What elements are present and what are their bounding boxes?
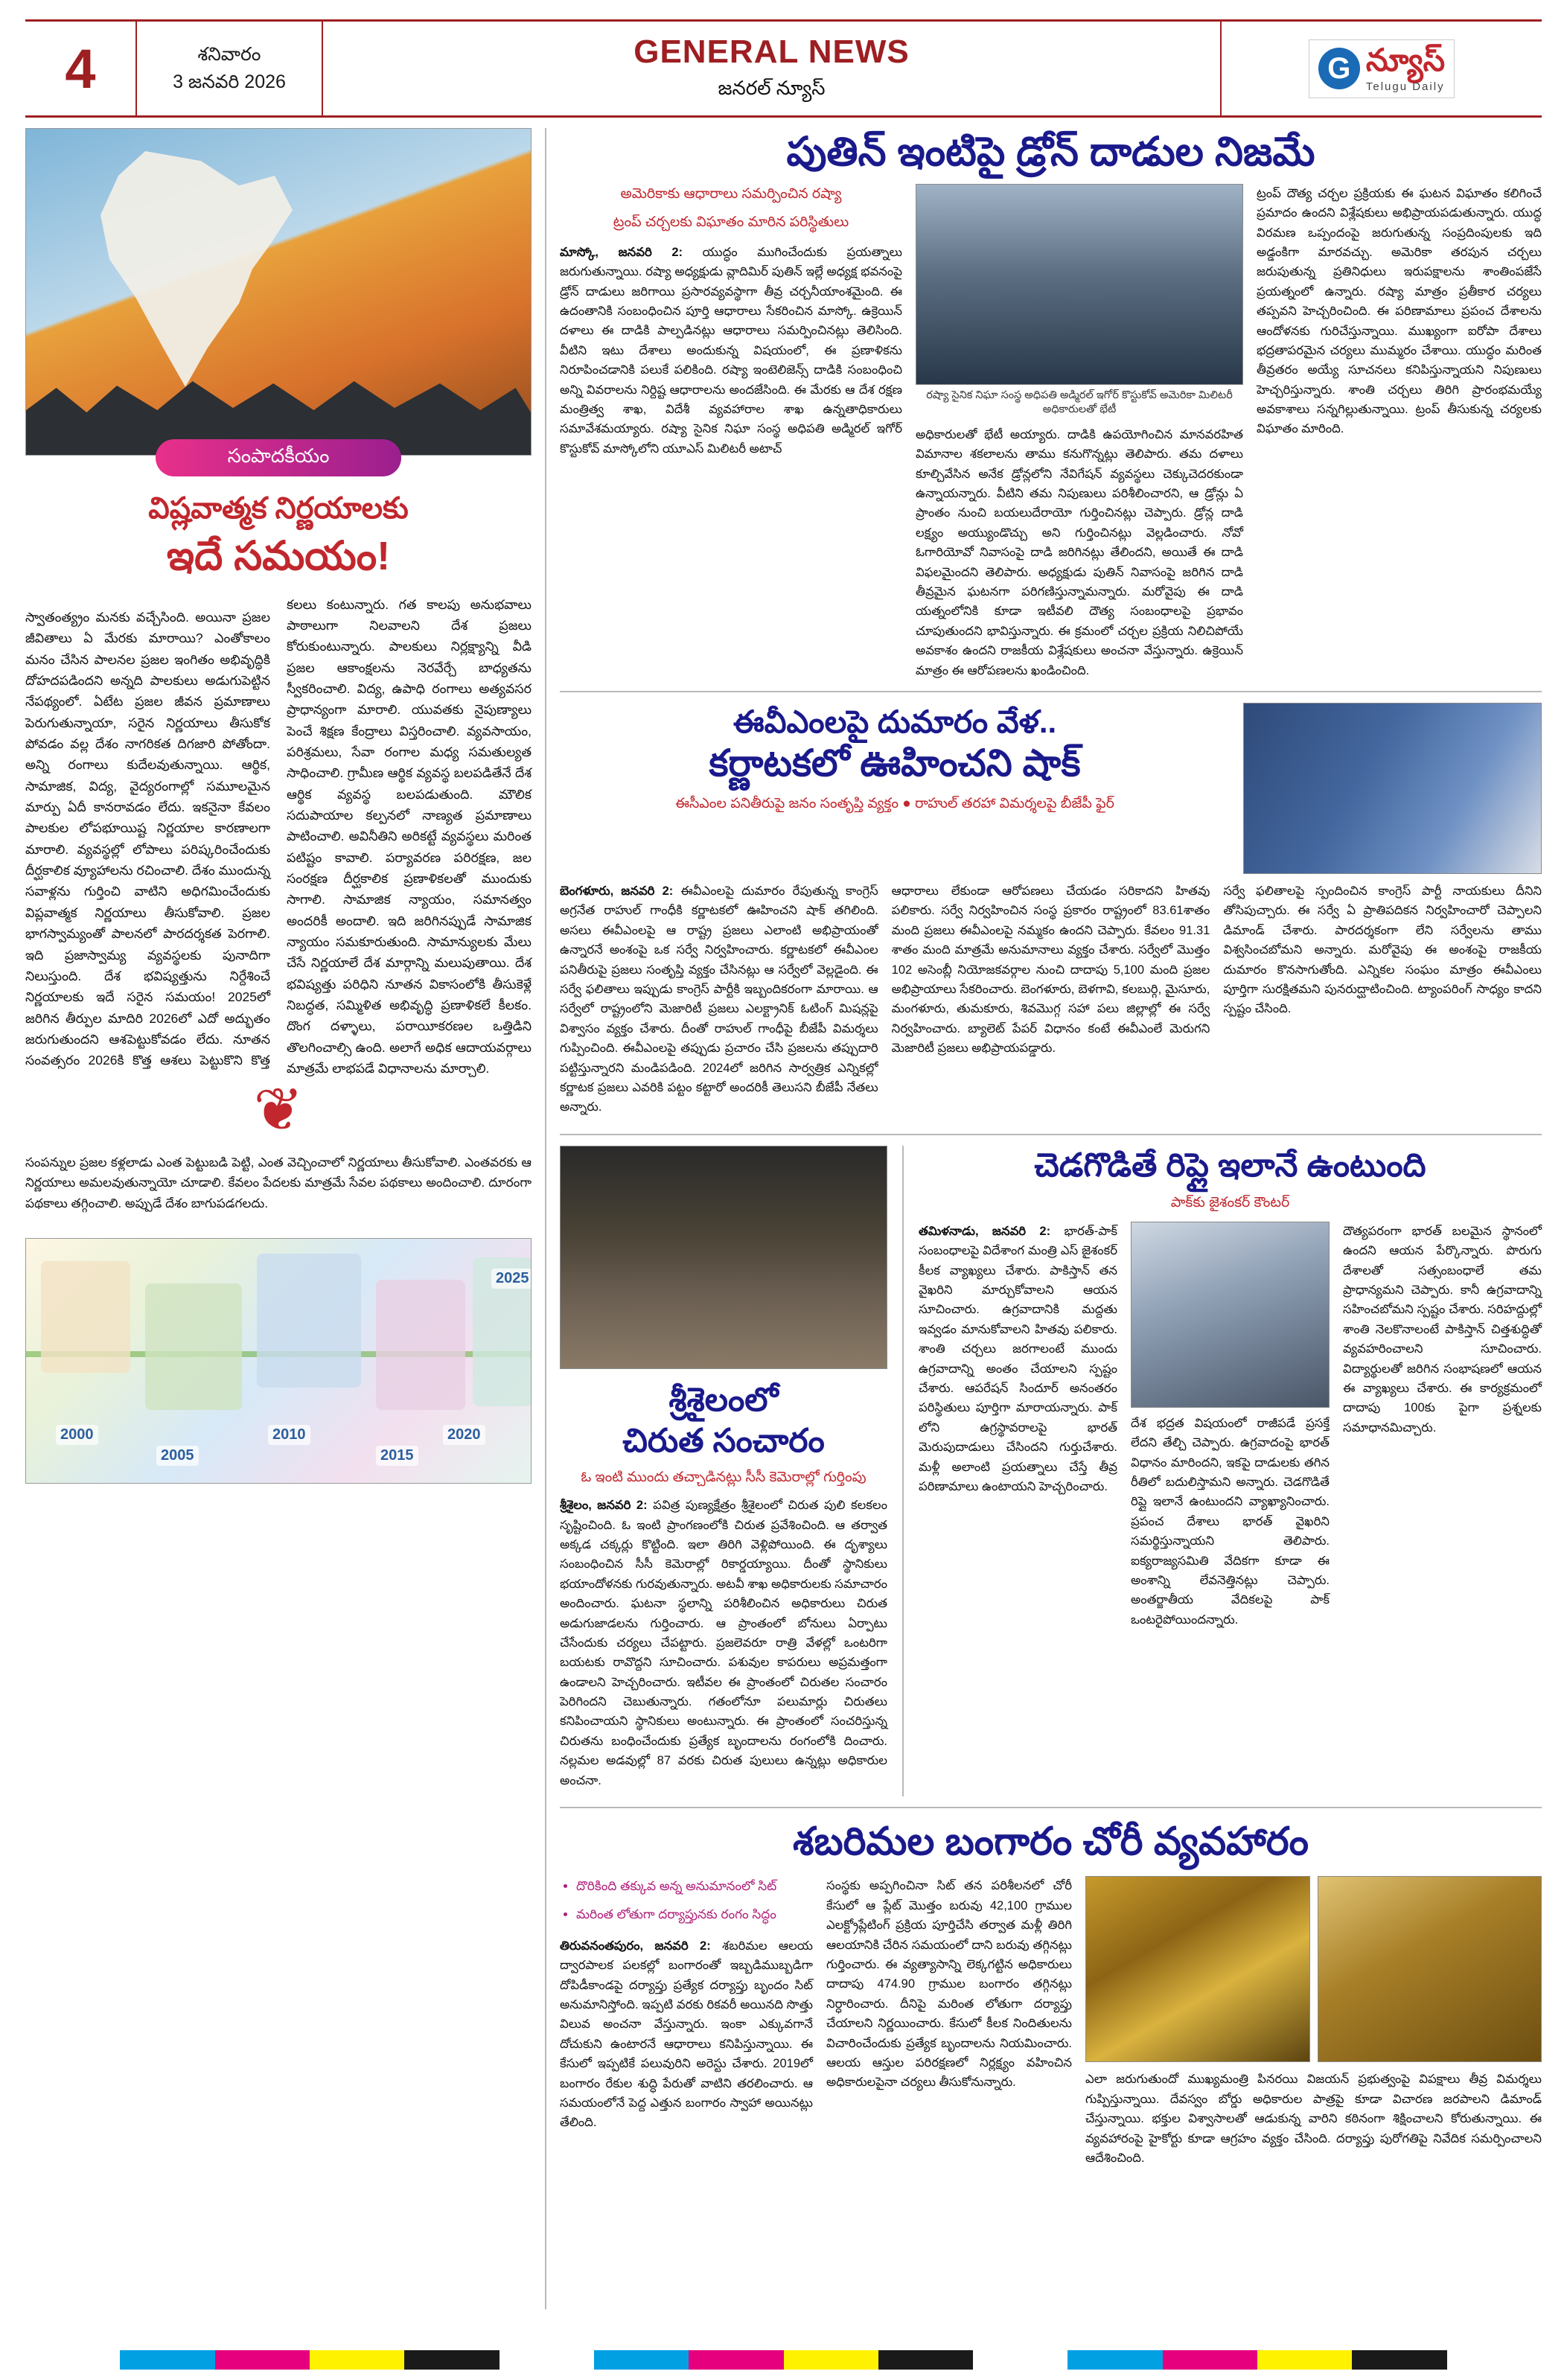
evm-col3-text: సర్వే ఫలితాలపై స్పందించిన కాంగ్రెస్ పార్టీ నాయకులు దీనిని తోసిపుచ్చారు. ఈ సర్వే ఏ ప్రాతిపదికన నిర్వహించారో చెప్పాలని డిమాండ్ చేశారు. పారదర్శకంగా లేని సర్వేలను తాము విశ్వసించబోమని అన్నారు. మరోవైపు ఈ అంశంపై రాజకీయ దుమారం కొనసాగుతోంది. ఎన్నికల సంఘం మాత్రం ఈవీఎంలు పూర్తిగా సురక్షితమని పునరుద్ఘాటించింది. ట్యాంపరింగ్ సాధ్యం కాదని స్పష్టం చేసింది. xyxy=(1223,884,1542,1016)
section-title-en: GENERAL NEWS xyxy=(633,33,910,70)
lead-col-3 xyxy=(1257,184,1542,680)
logo-box xyxy=(1309,39,1455,98)
sabarimala-dateline: తిరువనంతపురం, జనవరి 2: xyxy=(560,1939,711,1953)
evm-story xyxy=(560,703,1542,1123)
editorial-column xyxy=(25,128,546,2309)
evm-top xyxy=(560,703,1542,874)
section-title-te: జనరల్ న్యూస్ xyxy=(718,76,826,99)
jaishankar-headline: చెడగొడితే రిప్లై ఇలానే ఉంటుంది xyxy=(1034,1146,1426,1184)
sabarimala-story xyxy=(560,1819,1542,2168)
timeline-illustration xyxy=(25,1238,532,1484)
divider xyxy=(560,1807,1542,1808)
jaishankar-dateline: తమిళనాడు, జనవరి 2: xyxy=(919,1224,1051,1238)
india-map-shape xyxy=(78,151,301,397)
logo-g-icon: G xyxy=(1318,48,1360,89)
lead-headline: పుతిన్ ఇంటిపై డ్రోన్ దాడుల నిజమే xyxy=(786,130,1315,174)
sabarimala-photos xyxy=(1085,1876,1542,2062)
crowd-silhouette xyxy=(26,343,531,455)
leopard-body xyxy=(560,1496,887,1790)
jaishankar-col1-body: భారత్-పాక్ సంబంధాలపై విదేశాంగ మంత్రి ఎస్ జైశంకర్ కీలక వ్యాఖ్యలు చేశారు. పాకిస్తాన్ తన వైఖరిని మార్చుకోవాలని ఆయన సూచించారు. ఉగ్రవాదానికి మద్దతు ఇవ్వడం మానుకోవాలని హితవు పలికారు. శాంతి చర్చలు జరగాలంటే ముందు ఉగ్రవాదాన్ని అంతం చేయాలని స్పష్టం చేశారు. ఆపరేషన్ సిందూర్ అనంతరం పరిస్థితులు పూర్తిగా మారాయన్నారు. పాక్ లోని ఉగ్రస్థావరాలపై భారత్ మెరుపుదాడులు చేసిందని గుర్తుచేశారు. మళ్లీ అలాంటి ప్రయత్నాలు చేస్తే తీవ్ర పరిణామాలు ఉంటాయని హెచ్చరించారు. xyxy=(919,1224,1117,1493)
sabarimala-columns xyxy=(560,1876,1542,2168)
sabarimala-bullets-col xyxy=(560,1876,813,2168)
divider xyxy=(560,1134,1542,1135)
lead-col1-body: యుద్ధం ముగించేందుకు ప్రయత్నాలు జరుగుతున్నాయి. రష్యా అధ్యక్షుడు వ్లాదిమిర్ పుతిన్ ఇల్లే అధ్యక్ష భవనంపై డ్రోన్ దాడులు జరిగాయి ప్రసారవ్యవస్థాగా తీవ్ర చర్చనీయాంశమైంది. ఈ ఉదంతానికి సంబంధించిన పూర్తి ఆధారాలు సేకరించిన మాస్కో. ఉక్రెయిన్ దళాలు ఈ దాడికి పాల్పడినట్లు ఆధారాలు సమర్పించినట్లు తెలిసింది. వీటిని ఇటు దేశాలు అందుకున్న విషయంలో, ఈ ప్రణాళికను నిరూపించడానికి పలుకే పలికింది. రష్యా ఇంటెలిజెన్స్ దాడికి సంబంధించి అన్ని వివరాలను నిర్దిష్ట ఆధారాలను అందజేసింది. ఈ మేరకు ఆ దేశ రక్షణ మంత్రిత్వ శాఖ, విదేశీ వ్యవహారాల శాఖ ఉన్నతాధికారులు సమావేశమయ్యారు. రష్యా సైనిక నిఘా సంస్థ అధిపతి అడ్మిరల్ ఇగోర్ కొస్టుకోవ్ మాస్కోలోని యూఎస్ మిలిటరీ అటాచ్ xyxy=(560,245,902,456)
lead-subhead-1: అమెరికాకు ఆధారాలు సమర్పించిన రష్యా xyxy=(620,185,842,202)
newspaper-logo xyxy=(1222,22,1542,115)
lead-subhead-2: ట్రంప్ చర్చలకు విఘాతం మారిన పరిస్థితులు xyxy=(613,214,849,231)
evm-headline-block xyxy=(560,703,1230,874)
lead-dateline: మాస్కో, జనవరి 2: xyxy=(560,245,683,259)
date-label: 3 జనవరి 2026 xyxy=(173,71,286,92)
lead-photo-caption: రష్యా సైనిక నిఘా సంస్థ అధిపతి అడ్మిరల్ ఇగోర్ కొస్టుకోవ్ అమెరికా మిలిటరీ అధికారులతో భేటీ xyxy=(926,389,1233,416)
sabarimala-col-3 xyxy=(1085,1876,1542,2168)
mid-row xyxy=(560,1146,1542,1796)
jaishankar-story xyxy=(902,1146,1542,1796)
editorial-body xyxy=(25,594,532,1082)
timeline-panel xyxy=(376,1280,465,1410)
timeline-panel xyxy=(41,1261,130,1373)
editorial-headline-line1: విష్లవాత్మక నిర్ణయాలకు xyxy=(148,492,409,525)
timeline-year: 2010 xyxy=(268,1425,310,1445)
evm-col2-text: ఆధారాలు లేకుండా ఆరోపణలు చేయడం సరికాదని హితవు పలికారు. సర్వే నిర్వహించిన సంస్థ ప్రకారం రాష్ట్రంలో 83.61శాతం మంది ప్రజలు ఈవీఎంలపై నమ్మకం ఉందని చెప్పారు. కేవలం 91.31 శాతం మంది మాత్రమే అనుమానాలు వ్యక్తం చేశారు. సర్వేలో మొత్తం 102 అసెంబ్లీ నియోజకవర్గాల నుంచి దాదాపు 5,100 మంది ప్రజల అభిప్రాయాలు సేకరించారు. బెంగళూరు, బెళగావి, కలబుర్గి, మైసూరు, మంగళూరు, తుమకూరు, శివమొగ్గ సహా పలు జిల్లాల్లో ఈ సర్వే నిర్వహించారు. బ్యాలెట్ పేపర్ విధానం కంటే ఈవీఎంలే మెరుగని మెజారిటీ ప్రజలు అభిప్రాయపడ్డారు. xyxy=(891,884,1210,1056)
editorial-headline xyxy=(25,490,532,582)
sabarimala-headline: శబరిమల బంగారం చోరీ వ్యవహారం xyxy=(793,1820,1309,1864)
leopard-headline-line1: శ్రీశైలంలో xyxy=(668,1381,779,1418)
logo-subtitle: Telugu Daily xyxy=(1365,80,1445,93)
page-content xyxy=(25,128,1542,2309)
editorial-banner: సంపాదకీయం xyxy=(156,439,401,476)
editorial-paragraph-tail: సంపన్నుల ప్రజల కళ్లలాడు ఎంత పెట్టుబడి పెట్టి, ఎంత వెచ్చించాలో నిర్ణయాలు తీసుకోవాలి. ఎంతవరకు ఆ నిర్ణయాలు అమలవుతున్నాయో చూడాలి. కేవలం పేదలకు మాత్రమే సేవల పథకాలు అందించాలి. దూరంగా పథకాలు తగ్గించాలి. అప్పుడే దేశం బాగుపడగలదు. xyxy=(25,1155,532,1210)
lead-col2-text: అధికారులతో భేటీ అయ్యారు. దాడికి ఉపయోగించిన మానవరహిత విమానాల శకలాలను తాము కనుగొన్నట్లు తెలిపారు. తమ దళాలు కూల్చివేసిన అనేక డ్రోన్లలోని నేవిగేషన్ వ్యవస్థలు చెక్కుచెదరకుండా ఉన్నాయన్నారు. వీటిని తమ నిపుణులు పరిశీలించారని, ఆ డ్రోన్లు ఏ ప్రాంతం నుంచి బయలుదేరాయో గుర్తించినట్లు చెప్పారు. డ్రోన్ల దాడి లక్ష్యం అయ్యుండొచ్చు అని గుర్తించినట్లు వెల్లడించారు. నోవో ఓగారియోవో నివాసంపై దాడి జరిగినట్లు తేలిందని, అయితే ఈ దాడి విఫలమైందని తెలిపారు. అధ్యక్షుడు పుతిన్ నివాసంపై జరిగిన దాడి తీవ్రమైన ఘటనగా పరిగణిస్తున్నామన్నారు. మరోవైపు ఈ దాడి యత్నంలోనికి కూడా ఇటీవలి దౌత్య సంబంధాలపై ప్రభావం చూపుతుందని భావిస్తున్నారు. ఈ క్రమంలో చర్చల ప్రక్రియ నిలిచిపోయే అవకాశం ఉందని రాజకీయ విశ్లేషకులు అంచనా వేస్తున్నారు. ఉక్రెయిన్ మాత్రం ఈ ఆరోపణలను ఖండించింది. xyxy=(916,427,1243,677)
timeline-year: 2015 xyxy=(376,1446,418,1466)
jaishankar-subhead: పాక్‌కు జైశంకర్ కౌంటర్ xyxy=(1170,1195,1290,1211)
evm-dateline: బెంగళూరు, జనవరి 2: xyxy=(560,884,674,898)
timeline-panel xyxy=(257,1254,361,1388)
jaishankar-col1-text xyxy=(919,1222,1117,1496)
sabarimala-col1-text xyxy=(560,1936,813,2133)
date-block xyxy=(137,22,323,115)
sabarimala-devotee-photo xyxy=(1318,1876,1542,2062)
leopard-dateline: శ్రీశైలం, జనవరి 2: xyxy=(560,1499,648,1513)
evm-col1-text xyxy=(560,881,878,1117)
divider xyxy=(560,691,1542,692)
evm-headline-line2: కర్ణాటకలో ఊహించని షాక్ xyxy=(709,742,1081,785)
sabarimala-col2-text: సంస్థకు అప్పగించినా సిట్ తన పరిశీలనలో చోరీ కేసులో ఆ ప్లేట్ మొత్తం బరువు 42,100 గ్రాముల ఎలక్ట్రోప్లేటింగ్ ప్రక్రియ పూర్తిచేసి తర్వాత మళ్లీ తిరిగి ఆలయానికి చేరిన సమయంలో దాని బరువు తగ్గినట్లు గుర్తించారు. ఈ వ్యత్యాసాన్ని లెక్కగట్టిన అధికారులు దాదాపు 474.90 గ్రాముల బంగారం తగ్గినట్లు నిర్ధారించారు. దీనిపై మరింత లోతుగా దర్యాప్తు చేయాలని నిర్ణయించారు. కేసులో కీలక నిందితులను విచారించేందుకు ప్రత్యేక బృందాలను నియమించారు. ఆలయ ఆస్తుల పరిరక్షణలో నిర్లక్ష్యం వహించిన అధికారులపైనా చర్యలు తీసుకోనున్నారు. xyxy=(826,1879,1072,2090)
lead-story xyxy=(560,128,1542,680)
logo-words xyxy=(1365,42,1446,93)
quote-ornament: ❦ xyxy=(253,1076,304,1143)
day-label: శనివారం xyxy=(197,43,261,65)
lead-photo xyxy=(916,184,1243,385)
masthead xyxy=(25,19,1542,118)
jaishankar-col3-text: దౌత్యపరంగా భారత్ బలమైన స్థానంలో ఉందని ఆయన పేర్కొన్నారు. పొరుగు దేశాలతో సత్సంబంధాలే తమ ప్రాధాన్యమని చెప్పారు. కానీ ఉగ్రవాదాన్ని సహించబోమని స్పష్టం చేశారు. సరిహద్దుల్లో శాంతి నెలకొనాలంటే పాకిస్తాన్ చిత్తశుద్ధితో వ్యవహరించాలని సూచించారు. విద్యార్థులతో జరిగిన సంభాషణలో ఆయన ఈ వ్యాఖ్యలు చేశారు. ఈ కార్యక్రమంలో దాదాపు 100కు పైగా ప్రశ్నలకు సమాధానమిచ్చారు. xyxy=(1343,1224,1542,1435)
timeline-year: 2025 xyxy=(491,1269,532,1289)
lead-col1-text xyxy=(560,243,902,459)
jaishankar-photo xyxy=(1131,1222,1330,1408)
jaishankar-columns xyxy=(919,1222,1542,1630)
evm-col-2 xyxy=(892,881,1210,1123)
timeline-year: 2020 xyxy=(443,1425,485,1445)
evm-headline-line1: ఈవీఎంలపై దుమారం వేళ.. xyxy=(733,704,1057,739)
section-title xyxy=(323,22,1222,115)
evm-photo xyxy=(1243,703,1542,874)
leopard-story xyxy=(560,1146,887,1796)
main-column xyxy=(546,128,1542,2309)
editorial-body-tail-wrap xyxy=(25,1140,532,1227)
timeline-year: 2005 xyxy=(156,1446,199,1466)
sabarimala-col-2 xyxy=(826,1876,1072,2168)
evm-photo-wrap xyxy=(1243,703,1542,874)
jaishankar-col2-text: దేశ భద్రత విషయంలో రాజీపడే ప్రసక్తే లేదని తేల్చి చెప్పారు. ఉగ్రవాదంపై భారత్ విధానం మారిందని, ఇకపై దాడులకు తగిన రీతిలో బదులిస్తామని అన్నారు. చెడగొడితే రిప్లై ఇలానే ఉంటుందని వ్యాఖ్యానించారు. ప్రపంచ దేశాలు భారత్ వైఖరిని సమర్థిస్తున్నాయని తెలిపారు. ఐక్యరాజ్యసమితి వేదికగా కూడా ఈ అంశాన్ని లేవనెత్తినట్లు చెప్పారు. అంతర్జాతీయ వేదికలపై పాక్ ఒంటరైపోయిందన్నారు. xyxy=(1131,1416,1330,1627)
evm-col-3 xyxy=(1223,881,1542,1123)
leopard-headline-line2: చిరుత సంచారం xyxy=(622,1422,825,1459)
evm-subhead: ఈసీఎంల పనితీరుపై జనం సంతృప్తి వ్యక్తం ● రాహుల్ తరహా విమర్శలపై బీజేపీ ఫైర్ xyxy=(675,796,1114,812)
timeline-panel xyxy=(145,1283,242,1410)
editorial-illustration xyxy=(25,128,532,456)
sabarimala-bullet-1: • దొరికింది తక్కువ అన్న అనుమానంలో సిట్ xyxy=(576,1876,813,1896)
editorial-headline-line2: ఇదే సమయం! xyxy=(166,534,391,578)
sabarimala-bullet-2: • మరింత లోతుగా దర్యాప్తునకు రంగం సిద్ధం xyxy=(576,1904,813,1924)
sabarimala-temple-photo xyxy=(1085,1876,1310,2062)
lead-col-1 xyxy=(560,184,902,680)
lead-col-2 xyxy=(916,184,1243,680)
page-number: 4 xyxy=(25,22,137,115)
jaishankar-col-1 xyxy=(919,1222,1117,1630)
jaishankar-col-2 xyxy=(1131,1222,1330,1630)
jaishankar-col-3 xyxy=(1343,1222,1542,1630)
sabarimala-col3-text: ఎలా జరుగుతుందో ముఖ్యమంత్రి పినరయి విజయన్ ప్రభుత్వంపై విపక్షాలు తీవ్ర విమర్శలు గుప్పిస్తున్నాయి. దేవస్వం బోర్డు అధికారుల పాత్రపై కూడా విచారణ జరపాలని డిమాండ్ చేస్తున్నాయి. భక్తుల విశ్వాసాలతో ఆడుకున్న వారిని కఠినంగా శిక్షించాలని కోరుతున్నాయి. ఈ వ్యవహారంపై హైకోర్టు కూడా ఆగ్రహం వ్యక్తం చేసింది. దర్యాప్తు పురోగతిపై నివేదిక సమర్పించాలని ఆదేశించింది. xyxy=(1085,2073,1542,2166)
sabarimala-col1-body: శబరిమల ఆలయ ద్వారపాలక పలకల్లో బంగారంతో ఇబ్బడిముబ్బడిగా దోపిడీకాండపై దర్యాప్తు ప్రత్యేక దర్యాప్తు బృందం సిట్ అనుమానిస్తోంది. ఇప్పటి వరకు రికవరీ అయినది సొత్తు విలువ అంచనా వేస్తున్నారు. ఇంకా ఎక్కువగానే దోచుకుని ఉంటారనే ఆధారాలు కనిపిస్తున్నాయి. ఈ కేసులో ఇప్పటికే పలువురిని అరెస్టు చేశారు. 2019లో బంగారం రేకుల శుద్ధి పేరుతో వాటిని తరలించారు. ఆ సమయంలోనే పెద్ద ఎత్తున బంగారం స్వాహా అయినట్లు తేలింది. xyxy=(560,1939,813,2130)
timeline-year: 2000 xyxy=(56,1425,98,1445)
evm-col1-body: ఈవీఎంలపై దుమారం రేపుతున్న కాంగ్రెస్ అగ్రనేత రాహుల్ గాంధీకి కర్ణాటకలో ఊహించని షాక్ తగిలింది. అసలు ఈవీఎంలపై ఆ రాష్ట్ర ప్రజలు ఎలాంటి అభిప్రాయంతో ఉన్నారనే అంశంపై ఒక సర్వే నిర్వహించారు. కర్ణాటకలో ఈవీఎంల పనితీరుపై ప్రజలు సంతృప్తి వ్యక్తం చేసినట్లు ఆ సర్వేలో వెల్లడైంది. ఈ సర్వే ఫలితాలు ఇప్పుడు కాంగ్రెస్ పార్టీకి ఇబ్బందికరంగా మారాయి. ఆ సర్వేలో రాష్ట్రంలోని మెజారిటీ ప్రజలు ఎలక్ట్రానిక్ ఓటింగ్ మిషన్లపై విశ్వాసం వ్యక్తం చేశారు. దీంతో రాహుల్ గాంధీపై బీజేపీ విమర్శలు గుప్పించింది. ఈవీఎంలపై తప్పుడు ప్రచారం చేసి ప్రజలను తప్పుదారి పట్టిస్తున్నారని మండిపడింది. 2024లో జరిగిన సార్వత్రిక ఎన్నికల్లో కర్ణాటక ప్రజలు ఎవరికి పట్టం కట్టారో అందరికీ తెలుసని బీజేపీ నేతలు అన్నారు. xyxy=(560,884,878,1114)
lead-col3-text: ట్రంప్ దౌత్య చర్చల ప్రక్రియకు ఈ ఘటన విఘాతం కలిగించే ప్రమాదం ఉందని విశ్లేషకులు అభిప్రాయపడుతున్నారు. యుద్ధ విరమణ ఒప్పందంపై జరుగుతున్న సంప్రదింపులకు ఇది అడ్డంకిగా మారవచ్చు. అమెరికా తరపున చర్చలు జరుపుతున్న ప్రతినిధులు ఇరుపక్షాలను శాంతింపజేసే ప్రయత్నంలో ఉన్నారు. రష్యా మాత్రం ప్రతీకార చర్యలు తప్పవని హెచ్చరించింది. ఈ పరిణామాలు ప్రపంచ దేశాలను ఆందోళనకు గురిచేస్తున్నాయి. ముఖ్యంగా ఐరోపా దేశాలు భద్రతాపరమైన చర్యలు ముమ్మరం చేశాయి. యుద్ధం మరింత తీవ్రతరం అయ్యే సూచనలు కనిపిస్తున్నాయని నిపుణులు హెచ్చరిస్తున్నారు. శాంతి చర్చలు తిరిగి ప్రారంభమయ్యే అవకాశాలు సన్నగిల్లుతున్నాయి. ట్రంప్ తీసుకున్న చర్యలకు విఘాతం మారింది. xyxy=(1257,186,1542,436)
sabarimala-bullets xyxy=(560,1876,813,1924)
editorial-paragraph: స్వాతంత్య్రం మనకు వచ్చేసింది. అయినా ప్రజల జీవితాలు ఏ మేరకు మారాయి? ఎంతోకాలం మనం చేసిన పాలనల ప్రజల ఇంగితం అభివృద్ధికి దోహదపడిందని అన్నది పాలకులు అడుగుపెట్టిన నేపథ్యంలో. ఏటేట ప్రజల జీవన ప్రమాణాలు పెరుగుతున్నాయా, సరైన నిర్ణయాలు తీసుకోక పోవడం వల్ల దేశం నాగరికత దిగజారి పోతోందా. అన్ని రంగాలు కుదేలవుతున్నాయి. ఆర్థిక, సామాజిక, విద్య, వైద్యరంగాల్లో సమూలమైన మార్పు ఏదీ కానరావడం లేదు. ఇకనైనా కేవలం పాలకుల లోపభూయిష్ట నిర్ణయాల కారణాలగా మారాలి. వ్యవస్థల్లో లోపాలు పరిష్కరించేందుకు దీర్ఘకాలిక వ్యూహాలను రచించాలి. దేశం ముందున్న సవాళ్లను గుర్తించి వాటిని అధిగమించేందుకు విప్లవాత్మక నిర్ణయాలు తీసుకోవాలి. ప్రజల భాగస్వామ్యంతో పాలనలో పారదర్శకత పెరగాలి. ఇది ప్రజాస్వామ్య వ్యవస్థలకు పునాదిగా నిలుస్తుంది. దేశ భవిష్యత్తును నిర్దేశించే నిర్ణయాలకు ఇదే సరైన సమయం! 2025లో జరిగిన తీర్పుల మాదిరి 2026లో ఎదో అద్భుతం జరుగుతుందని ఆశపెట్టుకోవడం లేదు. నూతన సంవత్సరం 2026కి కొత్త ఆశలు పెట్టుకొని కొత్త కలలు కంటున్నారు. గత కాలపు అనుభవాలు పాఠాలుగా నిలవాలని దేశ ప్రజలు కోరుకుంటున్నారు. పాలకులు నిర్లక్ష్యాన్ని వీడి ప్రజల ఆకాంక్షలను నెరవేర్చే బాధ్యతను స్వీకరించాలి. విద్య, ఉపాధి రంగాలు అత్యవసర ప్రాధాన్యంగా మారాలి. యువతకు నైపుణ్యాలు పెంచే శిక్షణ కేంద్రాలు విస్తరించాలి. వ్యవసాయం, పరిశ్రమలు, సేవా రంగాల మధ్య సమతుల్యత సాధించాలి. గ్రామీణ ఆర్థిక వ్యవస్థ బలపడితేనే దేశ ఆర్థిక వ్యవస్థ బలపడుతుంది. మౌలిక సదుపాయాల కల్పనలో నాణ్యత ప్రమాణాలు పాటించాలి. అవినీతిని అరికట్టే వ్యవస్థలు మరింత పటిష్టం కావాలి. పర్యావరణ పరిరక్షణ, జల సంరక్షణ దీర్ఘకాలిక ప్రణాళికలతో ముందుకు సాగాలి. సామాజిక న్యాయం, సమానత్వం అందరికీ అందాలి. ఇది జరిగినప్పుడే సామాజిక న్యాయం సమకూరుతుంది. సామాన్యులకు మేలు చేసే నిర్ణయాలే దేశ మార్గాన్ని మలుపుతాయి. దేశ భవిష్యత్తు పరిధిని నూతన వికాసంలోకి తీసుకెళ్లే నిబద్ధత, సమ్మిళిత అభివృద్ధి ప్రణాళికలే కీలకం. దొంగ దళ్ళాలు, పరాయీకరణల ఒత్తిడిని తొలగించాల్సి ఉంది. అలాగే అధిక ఆదాయవర్గాలు మాత్రమే లాభపడే విధానాలను మార్చాలి. xyxy=(25,596,532,1076)
leopard-body-text: పవిత్ర పుణ్యక్షేత్రం శ్రీశైలంలో చిరుత పులి కలకలం సృష్టించింది. ఓ ఇంటి ప్రాంగణంలోకి చిరుత ప్రవేశించింది. ఆ తర్వాత అక్కడ చక్కర్లు కొట్టింది. ఇలా తిరిగి వెళ్లిపోయింది. ఈ దృశ్యాలు సంబంధించిన సీసీ కెమెరాల్లో రికార్డయ్యాయి. దీంతో స్థానికులు భయాందోళనకు గురవుతున్నారు. అటవీ శాఖ అధికారులకు సమాచారం అందించారు. ఘటనా స్థలాన్ని పరిశీలించిన అధికారులు చిరుత అడుగుజాడలను గుర్తించారు. ఆ ప్రాంతంలో బోనులు ఏర్పాటు చేసేందుకు చర్యలు చేపట్టారు. ప్రజలెవరూ రాత్రి వేళల్లో ఒంటరిగా బయటకు రావొద్దని సూచించారు. పశువుల కాపరులు అప్రమత్తంగా ఉండాలని హెచ్చరించారు. ఇటీవల ఈ ప్రాంతంలో చిరుతల సంచారం పెరిగిందని చెబుతున్నారు. గతంలోనూ పలుమార్లు చిరుతలు కనిపించాయని స్థానికులు అంటున్నారు. ఈ ప్రాంతంలో సంచరిస్తున్న చిరుతను బంధించేందుకు ప్రత్యేక బృందాలను రంగంలోకి దించారు. నల్లమల అడవుల్లో 87 వరకు చిరుత పులులు ఉన్నట్లు అధికారుల అంచనా. xyxy=(560,1499,887,1787)
evm-col-1 xyxy=(560,881,878,1123)
leopard-photo xyxy=(560,1146,887,1369)
print-registration-colorbar xyxy=(25,2350,1542,2370)
leopard-subhead: ఓ ఇంటి ముందు తచ్చాడినట్లు సీసీ కెమెరాల్లో గుర్తింపు xyxy=(581,1469,867,1485)
logo-title: న్యూస్ xyxy=(1365,42,1446,77)
lead-story-columns xyxy=(560,184,1542,680)
evm-columns xyxy=(560,881,1542,1123)
